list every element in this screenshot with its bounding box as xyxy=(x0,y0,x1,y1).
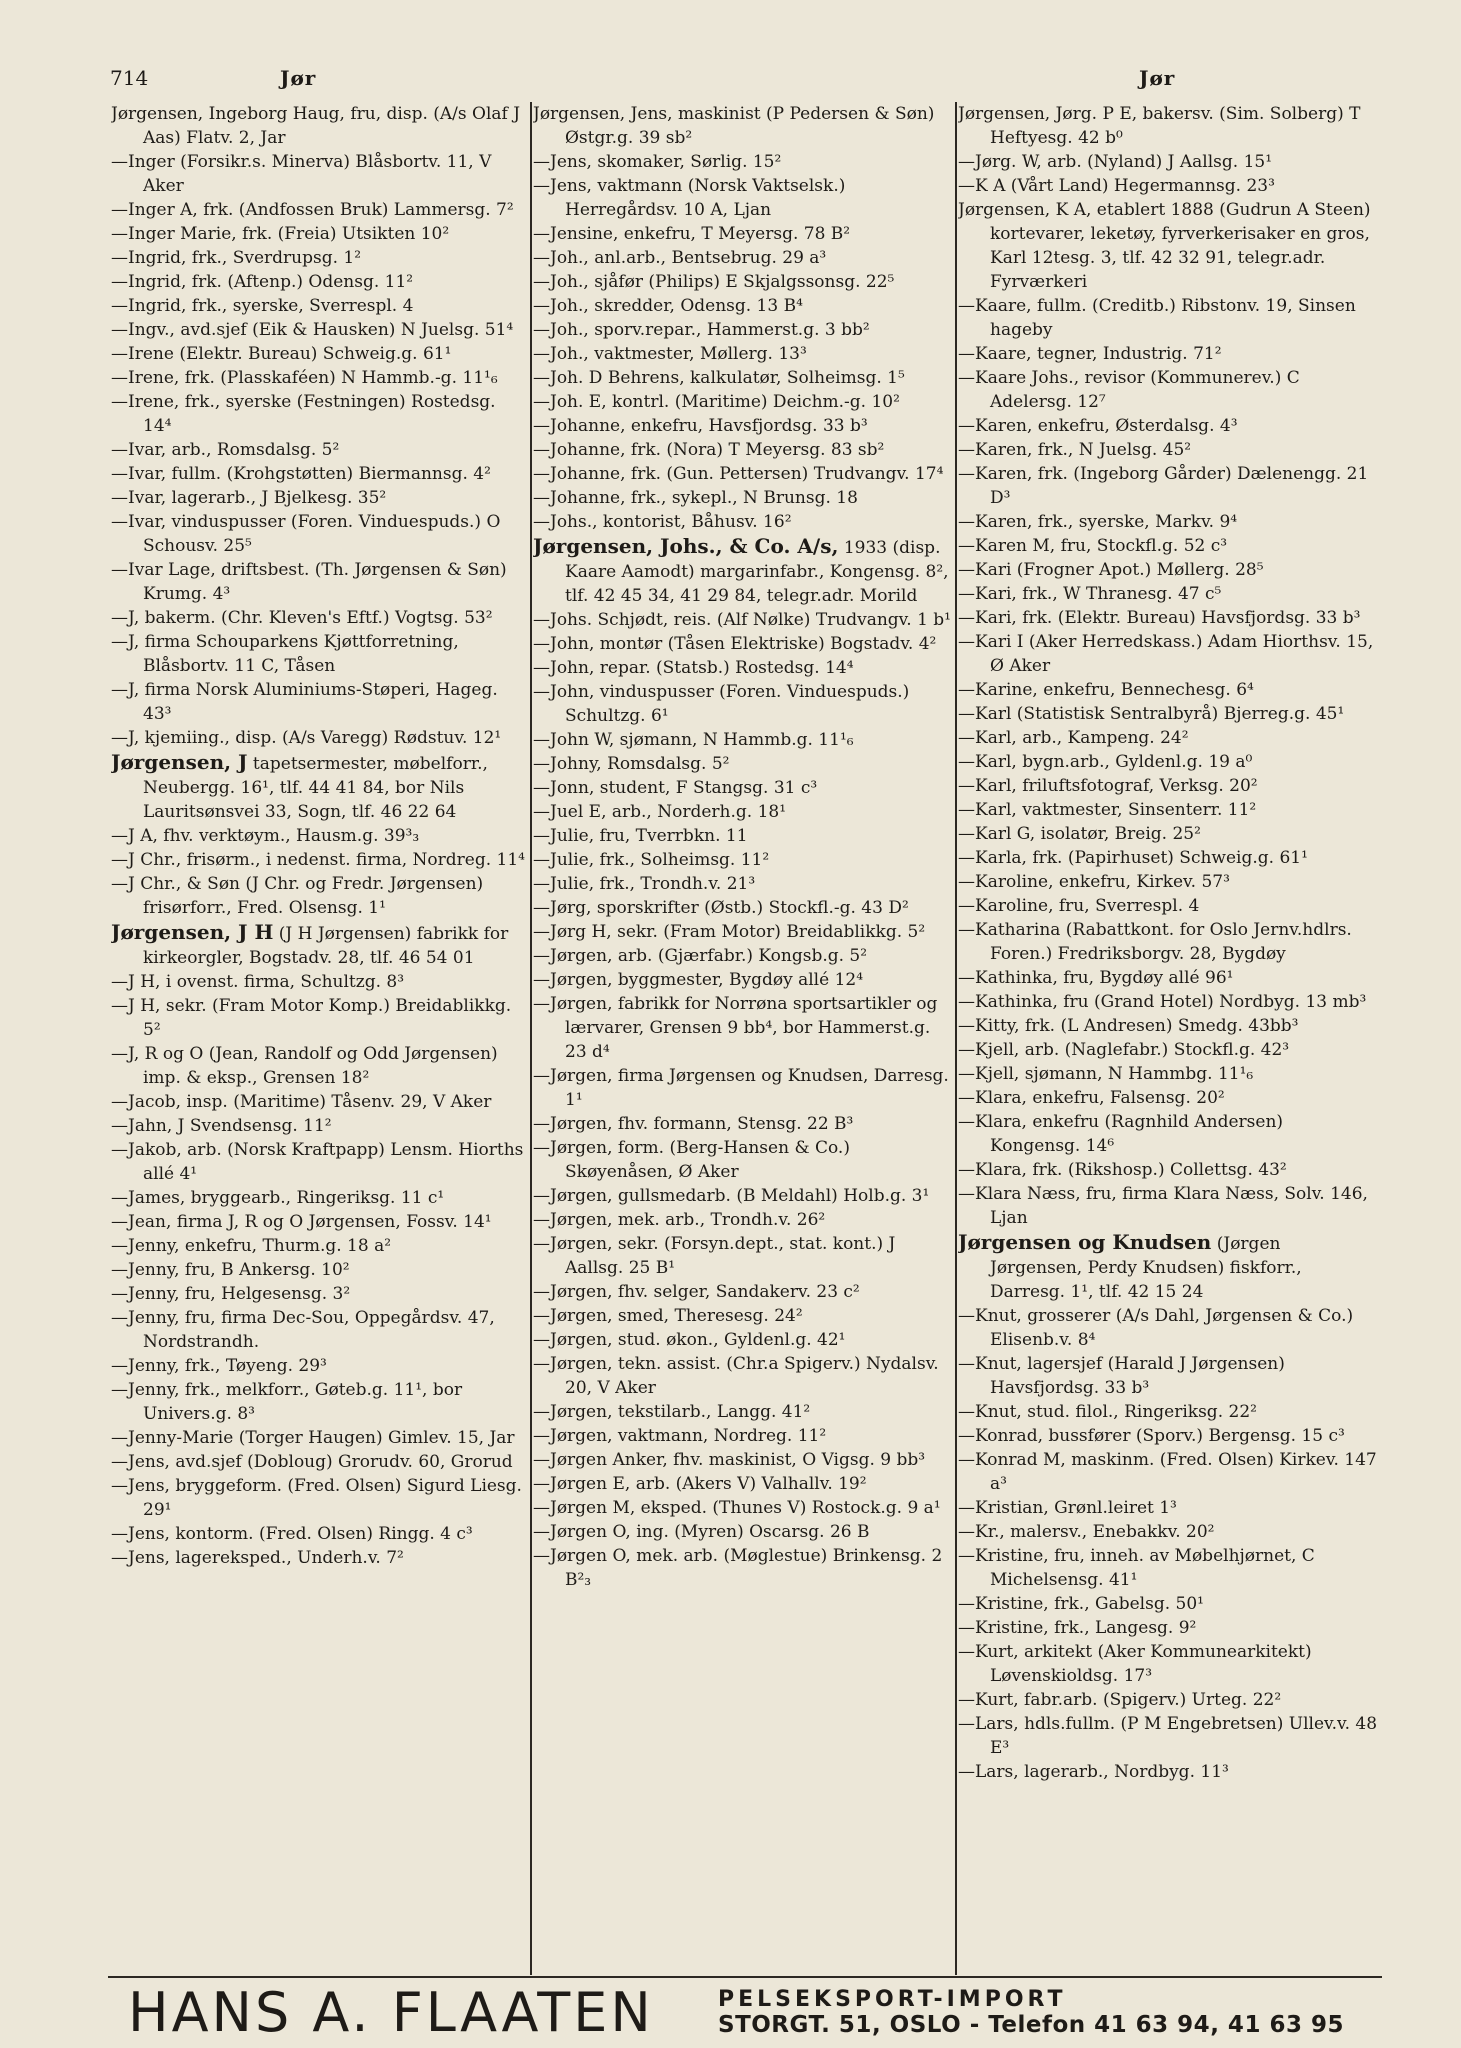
directory-entry: —Kaare Johs., revisor (Kommunerev.) C Adelersg. 12⁷ xyxy=(958,368,1300,412)
directory-entry: —Joh., vaktmester, Møllerg. 13³ xyxy=(533,344,807,364)
directory-entry: —Jørgen, fhv. selger, Sandakerv. 23 c² xyxy=(533,1282,860,1302)
directory-entry: —Inger (Forsikr.s. Minerva) Blåsbortv. 11, V Aker xyxy=(111,152,492,196)
directory-entry: —Karoline, enkefru, Kirkev. 57³ xyxy=(958,872,1230,892)
directory-entry: —Klara Næss, fru, firma Klara Næss, Solv. 146, Ljan xyxy=(958,1184,1368,1228)
directory-entry: —Jørgen Anker, fhv. maskinist, O Vigsg. 9 bb³ xyxy=(533,1450,926,1470)
directory-entry: —Karen, frk., syerske, Markv. 9⁴ xyxy=(958,512,1238,532)
heading-name: Jørgensen, J xyxy=(111,750,248,774)
directory-entry: —Jørg. W, arb. (Nyland) J Aallsg. 15¹ xyxy=(958,152,1273,172)
directory-entry: —Knut, lagersjef (Harald J Jørgensen) Havsfjordsg. 33 b³ xyxy=(958,1354,1285,1398)
directory-entry: —Jens, kontorm. (Fred. Olsen) Ringg. 4 c³ xyxy=(111,1524,473,1544)
directory-entry: —Jørgen, fhv. formann, Stensg. 22 B³ xyxy=(533,1114,854,1134)
directory-entry: —Ivar Lage, driftsbest. (Th. Jørgensen & Søn) Krumg. 4³ xyxy=(111,560,507,604)
directory-entry: —J A, fhv. verktøym., Hausm.g. 39³₃ xyxy=(111,826,420,846)
directory-heading-entry: Jørgensen, J tapetsermester, møbelforr., Neubergg. 16¹, tlf. 44 41 84, bor Nils Lauritsønsvei 33, Sogn, tlf. 46 22 64 xyxy=(111,750,488,822)
directory-entry: —Irene (Elektr. Bureau) Schweig.g. 61¹ xyxy=(111,344,452,364)
directory-entry: —Kaare, tegner, Industrig. 71² xyxy=(958,344,1222,364)
directory-entry: —James, bryggearb., Ringeriksg. 11 c¹ xyxy=(111,1188,445,1208)
directory-entry: —Karl G, isolatør, Breig. 25² xyxy=(958,824,1201,844)
directory-entry: —Jens, skomaker, Sørlig. 15² xyxy=(533,152,782,172)
directory-entry: —Johanne, frk. (Nora) T Meyersg. 83 sb² xyxy=(533,440,885,460)
directory-entry: —Jakob, arb. (Norsk Kraftpapp) Lensm. Hiorths allé 4¹ xyxy=(111,1140,524,1184)
directory-entry: Jørgensen, K A, etablert 1888 (Gudrun A Steen) kortevarer, leketøy, fyrverkerisaker en gros, Karl 12tesg. 3, tlf. 42 32 91, telegr.adr. Fyrværkeri xyxy=(958,200,1371,292)
page-number: 714 xyxy=(110,66,149,90)
directory-entry: —Jenny, frk., Tøyeng. 29³ xyxy=(111,1356,327,1376)
directory-entry: —John, repar. (Statsb.) Rostedsg. 14⁴ xyxy=(533,658,854,678)
directory-entry: —Karen, enkefru, Østerdalsg. 4³ xyxy=(958,416,1238,436)
directory-entry: —Kjell, arb. (Naglefabr.) Stockfl.g. 42³ xyxy=(958,1040,1290,1060)
directory-entry: —Jenny, enkefru, Thurm.g. 18 a² xyxy=(111,1236,392,1256)
directory-entry: —Klara, frk. (Rikshosp.) Collettsg. 43² xyxy=(958,1160,1287,1180)
directory-entry: —Kaare, fullm. (Creditb.) Ribstonv. 19, Sinsen hageby xyxy=(958,296,1356,340)
directory-entry: —Jørgen E, arb. (Akers V) Valhallv. 19² xyxy=(533,1474,867,1494)
directory-entry: —Konrad M, maskinm. (Fred. Olsen) Kirkev. 147 a³ xyxy=(958,1450,1377,1494)
directory-entry: —Johanne, frk. (Gun. Pettersen) Trudvangv. 17⁴ xyxy=(533,464,944,484)
column-2 xyxy=(533,102,953,1970)
directory-entry: —Joh. D Behrens, kalkulatør, Solheimsg. 1⁵ xyxy=(533,368,905,388)
directory-entry: —Kari, frk., W Thranesg. 47 c⁵ xyxy=(958,584,1222,604)
directory-entry: —Ivar, vinduspusser (Foren. Vinduespuds.) O Schousv. 25⁵ xyxy=(111,512,501,556)
directory-entry: —Julie, fru, Tverrbkn. 11 xyxy=(533,826,748,846)
directory-entry: —Jørgen, form. (Berg-Hansen & Co.) Skøyenåsen, Ø Aker xyxy=(533,1138,850,1182)
directory-entry: —Klara, enkefru, Falsensg. 20² xyxy=(958,1088,1225,1108)
directory-entry: —Klara, enkefru (Ragnhild Andersen) Kongensg. 14⁶ xyxy=(958,1112,1284,1156)
directory-entry: —Kari (Frogner Apot.) Møllerg. 28⁵ xyxy=(958,560,1264,580)
directory-entry: —Jean, firma J, R og O Jørgensen, Fossv. 14¹ xyxy=(111,1212,492,1232)
directory-entry: —Ingrid, frk. (Aftenp.) Odensg. 11² xyxy=(111,272,414,292)
directory-entry: —Karoline, fru, Sverrespl. 4 xyxy=(958,896,1200,916)
directory-entry: —J Chr., & Søn (J Chr. og Fredr. Jørgensen) frisørforr., Fred. Olsensg. 1¹ xyxy=(111,874,484,918)
directory-heading-entry: Jørgensen, J H (J H Jørgensen) fabrikk for kirkeorgler, Bogstadv. 28, tlf. 46 54 01 xyxy=(111,920,509,968)
directory-entry: —Karla, frk. (Papirhuset) Schweig.g. 61¹ xyxy=(958,848,1308,868)
directory-entry: —Johs., kontorist, Båhusv. 16² xyxy=(533,512,792,532)
directory-entry: —Jørgen, byggmester, Bygdøy allé 12⁴ xyxy=(533,970,864,990)
directory-entry: —Kari, frk. (Elektr. Bureau) Havsfjordsg. 33 b³ xyxy=(958,608,1361,628)
directory-entry: —Jørgen, firma Jørgensen og Knudsen, Darresg. 1¹ xyxy=(533,1066,949,1110)
directory-entry: —Jenny, fru, B Ankersg. 10² xyxy=(111,1260,350,1280)
directory-entry: —John, montør (Tåsen Elektriske) Bogstadv. 4² xyxy=(533,634,937,654)
directory-entry: —John, vinduspusser (Foren. Vinduespuds.) Schultzg. 6¹ xyxy=(533,682,910,726)
directory-entry: —Jenny, fru, firma Dec-Sou, Oppegårdsv. 47, Nordstrandh. xyxy=(111,1308,495,1352)
advertisement xyxy=(110,1980,1382,2045)
directory-entry: —Jørgen, mek. arb., Trondh.v. 26² xyxy=(533,1210,826,1230)
directory-entry: —Knut, grosserer (A/s Dahl, Jørgensen & Co.) Elisenb.v. 8⁴ xyxy=(958,1306,1354,1350)
directory-entry: —Karen, frk., N Juelsg. 45² xyxy=(958,440,1192,460)
heading-name: Jørgensen og Knudsen xyxy=(958,1230,1212,1254)
directory-entry: —Ingrid, frk., syerske, Sverrespl. 4 xyxy=(111,296,414,316)
directory-entry: —Kathinka, fru (Grand Hotel) Nordbyg. 13 mb³ xyxy=(958,992,1367,1012)
directory-entry: —Jørgen, gullsmedarb. (B Meldahl) Holb.g. 3¹ xyxy=(533,1186,930,1206)
directory-entry: —Kristian, Grønl.leiret 1³ xyxy=(958,1498,1177,1518)
directory-entry: —Jørgen, stud. økon., Gyldenl.g. 42¹ xyxy=(533,1330,846,1350)
directory-entry: —Julie, frk., Solheimsg. 11² xyxy=(533,850,770,870)
directory-entry: Jørgensen, Jørg. P E, bakersv. (Sim. Solberg) T Heftyesg. 42 b⁰ xyxy=(958,104,1361,148)
directory-entry: —Kari I (Aker Herredskass.) Adam Hiorthsv. 15, Ø Aker xyxy=(958,632,1374,676)
column-divider xyxy=(530,102,532,1975)
footer-rule xyxy=(108,1976,1382,1978)
running-head-right: Jør xyxy=(1139,66,1176,90)
directory-entry: Jørgensen, Jens, maskinist (P Pedersen & Søn) Østgr.g. 39 sb² xyxy=(533,104,935,148)
directory-entry: —Joh., skredder, Odensg. 13 B⁴ xyxy=(533,296,803,316)
directory-entry: —Jørgen M, eksped. (Thunes V) Rostock.g. 9 a¹ xyxy=(533,1498,941,1518)
directory-entry: —Irene, frk. (Plasskaféen) N Hammb.-g. 11¹₆ xyxy=(111,368,498,388)
directory-entry: —Jørgen, smed, Theresesg. 24² xyxy=(533,1306,803,1326)
directory-entry: —Jens, avd.sjef (Dobloug) Grorudv. 60, Grorud xyxy=(111,1452,513,1472)
directory-entry: —Jacob, insp. (Maritime) Tåsenv. 29, V Aker xyxy=(111,1092,492,1112)
directory-entry: —Jahn, J Svendsensg. 11² xyxy=(111,1116,332,1136)
directory-entry: —Jens, vaktmann (Norsk Vaktselsk.) Herregårdsv. 10 A, Ljan xyxy=(533,176,846,220)
directory-entry: —Ingv., avd.sjef (Eik & Hausken) N Juelsg. 51⁴ xyxy=(111,320,514,340)
directory-entry: —Kurt, arkitekt (Aker Kommunearkitekt) Løvenskioldsg. 17³ xyxy=(958,1642,1312,1686)
directory-entry: —Ingrid, frk., Sverdrupsg. 1² xyxy=(111,248,362,268)
directory-entry: —John W, sjømann, N Hammb.g. 11¹₆ xyxy=(533,730,854,750)
directory-entry: —Inger Marie, frk. (Freia) Utsikten 10² xyxy=(111,224,450,244)
directory-entry: —Jørgen O, ing. (Myren) Oscarsg. 26 B xyxy=(533,1522,870,1542)
directory-entry: —J, bakerm. (Chr. Kleven's Eftf.) Vogtsg. 53² xyxy=(111,608,493,628)
directory-entry: —Kathinka, fru, Bygdøy allé 96¹ xyxy=(958,968,1234,988)
directory-entry: —Kristine, frk., Langesg. 9² xyxy=(958,1618,1197,1638)
directory-entry: —J, R og O (Jean, Randolf og Odd Jørgensen) imp. & eksp., Grensen 18² xyxy=(111,1044,498,1088)
directory-entry: —Jenny-Marie (Torger Haugen) Gimlev. 15, Jar xyxy=(111,1428,515,1448)
directory-entry: —Joh., sjåfør (Philips) E Skjalgssonsg. 22⁵ xyxy=(533,272,895,292)
directory-entry: —Johny, Romsdalsg. 5² xyxy=(533,754,730,774)
directory-entry: —Kitty, frk. (L Andresen) Smedg. 43bb³ xyxy=(958,1016,1299,1036)
directory-entry: —Jenny, frk., melkforr., Gøteb.g. 11¹, bor Univers.g. 8³ xyxy=(111,1380,463,1424)
directory-entry: —Katharina (Rabattkont. for Oslo Jernv.hdlrs. Foren.) Fredriksborgv. 28, Bygdøy xyxy=(958,920,1352,964)
directory-entry: —Jens, lagereksped., Underh.v. 7² xyxy=(111,1548,404,1568)
directory-entry: —Karl, friluftsfotograf, Verksg. 20² xyxy=(958,776,1258,796)
directory-entry: —Karen, frk. (Ingeborg Gårder) Dælenengg. 21 D³ xyxy=(958,464,1369,508)
directory-entry: —Kr., malersv., Enebakkv. 20² xyxy=(958,1522,1215,1542)
directory-entry: —Jørg H, sekr. (Fram Motor) Breidablikkg. 5² xyxy=(533,922,926,942)
column-1 xyxy=(111,102,528,1970)
directory-entry: —Johs. Schjødt, reis. (Alf Nølke) Trudvangv. 1 b¹ xyxy=(533,610,951,630)
directory-entry: —Jørgen O, mek. arb. (Møglestue) Brinkensg. 2 B²₃ xyxy=(533,1546,943,1590)
column-3 xyxy=(958,102,1378,1970)
directory-heading-entry: Jørgensen, Johs., & Co. A/s, 1933 (disp. Kaare Aamodt) margarinfabr., Kongensg. 8², tlf. 42 45 34, 41 29 84, telegr.adr. Morild xyxy=(533,534,949,606)
directory-entry: —Julie, frk., Trondh.v. 21³ xyxy=(533,874,756,894)
directory-entry: —J, firma Norsk Aluminiums-Støperi, Hageg. 43³ xyxy=(111,680,498,724)
directory-entry: —Kjell, sjømann, N Hammbg. 11¹₆ xyxy=(958,1064,1254,1084)
directory-entry: —Karl, arb., Kampeng. 24² xyxy=(958,728,1189,748)
directory-entry: —Karine, enkefru, Bennechesg. 6⁴ xyxy=(958,680,1254,700)
directory-entry: —Jørgen, sekr. (Forsyn.dept., stat. kont.) J Aallsg. 25 B¹ xyxy=(533,1234,896,1278)
directory-entry: —Joh., anl.arb., Bentsebrug. 29 a³ xyxy=(533,248,827,268)
directory-entry: —Ivar, lagerarb., J Bjelkesg. 35² xyxy=(111,488,387,508)
directory-entry: —Jørgen, tekstilarb., Langg. 41² xyxy=(533,1402,811,1422)
directory-entry: —Karl, bygn.arb., Gyldenl.g. 19 a⁰ xyxy=(958,752,1253,772)
directory-entry: —Karen M, fru, Stockfl.g. 52 c³ xyxy=(958,536,1228,556)
directory-entry: —Karl (Statistisk Sentralbyrå) Bjerreg.g. 45¹ xyxy=(958,704,1345,724)
directory-entry: —Juel E, arb., Norderh.g. 18¹ xyxy=(533,802,787,822)
directory-heading-entry: Jørgensen og Knudsen (Jørgen Jørgensen, Perdy Knudsen) fiskforr., Darresg. 1¹, tlf. 42 15 24 xyxy=(958,1230,1302,1302)
running-head-left: Jør xyxy=(280,66,317,90)
directory-entry: —Knut, stud. filol., Ringeriksg. 22² xyxy=(958,1402,1257,1422)
advertiser-business: PELSEKSPORT-IMPORT xyxy=(718,1987,1067,2012)
directory-entry: —Karl, vaktmester, Sinsenterr. 11² xyxy=(958,800,1257,820)
advertiser-address: STORGT. 51, OSLO - Telefon 41 63 94, 41 63 95 xyxy=(718,2012,1344,2038)
directory-entry: —Joh. E, kontrl. (Maritime) Deichm.-g. 10² xyxy=(533,392,900,412)
directory-entry: —Joh., sporv.repar., Hammerst.g. 3 bb² xyxy=(533,320,870,340)
directory-entry: Jørgensen, Ingeborg Haug, fru, disp. (A/s Olaf J Aas) Flatv. 2, Jar xyxy=(111,104,521,148)
directory-entry: —Jørgen, arb. (Gjærfabr.) Kongsb.g. 5² xyxy=(533,946,868,966)
directory-entry: —Jørgen, vaktmann, Nordreg. 11² xyxy=(533,1426,827,1446)
directory-entry: —Jørgen, tekn. assist. (Chr.a Spigerv.) Nydalsv. 20, V Aker xyxy=(533,1354,939,1398)
directory-entry: —J, firma Schouparkens Kjøttforretning, Blåsbortv. 11 C, Tåsen xyxy=(111,632,459,676)
directory-entry: —Johanne, enkefru, Havsfjordsg. 33 b³ xyxy=(533,416,868,436)
directory-entry: —Lars, lagerarb., Nordbyg. 11³ xyxy=(958,1762,1229,1782)
advertiser-name: HANS A. FLAATEN xyxy=(128,1981,654,2044)
directory-entry: —Johanne, frk., sykepl., N Brunsg. 18 xyxy=(533,488,858,508)
directory-entry: —J, kjemiing., disp. (A/s Varegg) Rødstuv. 12¹ xyxy=(111,728,502,748)
directory-entry: —Jens, bryggeform. (Fred. Olsen) Sigurd Liesg. 29¹ xyxy=(111,1476,522,1520)
directory-entry: —Lars, hdls.fullm. (P M Engebretsen) Ullev.v. 48 E³ xyxy=(958,1714,1378,1758)
directory-entry: —Kurt, fabr.arb. (Spigerv.) Urteg. 22² xyxy=(958,1690,1282,1710)
directory-entry: —Ivar, fullm. (Krohgstøtten) Biermannsg. 4² xyxy=(111,464,491,484)
directory-entry: —Jonn, student, F Stangsg. 31 c³ xyxy=(533,778,818,798)
directory-entry: —Irene, frk., syerske (Festningen) Rostedsg. 14⁴ xyxy=(111,392,496,436)
directory-entry: —K A (Vårt Land) Hegermannsg. 23³ xyxy=(958,176,1275,196)
directory-entry: —J H, sekr. (Fram Motor Komp.) Breidablikkg. 5² xyxy=(111,996,512,1040)
directory-entry: —Inger A, frk. (Andfossen Bruk) Lammersg. 7² xyxy=(111,200,514,220)
column-divider xyxy=(955,102,957,1975)
directory-entry: —Kristine, fru, inneh. av Møbelhjørnet, C Michelsensg. 41¹ xyxy=(958,1546,1315,1590)
directory-entry: —Kristine, frk., Gabelsg. 50¹ xyxy=(958,1594,1204,1614)
directory-entry: —Jenny, fru, Helgesensg. 3² xyxy=(111,1284,351,1304)
directory-entry: —Ivar, arb., Romsdalsg. 5² xyxy=(111,440,340,460)
heading-name: Jørgensen, J H xyxy=(111,920,274,944)
directory-entry: —Konrad, bussfører (Sporv.) Bergensg. 15 c³ xyxy=(958,1426,1345,1446)
directory-entry: —J H, i ovenst. firma, Schultzg. 8³ xyxy=(111,972,405,992)
directory-entry: —Jørg, sporskrifter (Østb.) Stockfl.-g. 43 D² xyxy=(533,898,909,918)
directory-entry: —J Chr., frisørm., i nedenst. firma, Nordreg. 11⁴ xyxy=(111,850,525,870)
heading-name: Jørgensen, Johs., & Co. A/s, xyxy=(533,534,839,558)
directory-entry: —Jørgen, fabrikk for Norrøna sportsartikler og lærvarer, Grensen 9 bb⁴, bor Hammerst.g. 23 d⁴ xyxy=(533,994,938,1062)
directory-entry: —Jensine, enkefru, T Meyersg. 78 B² xyxy=(533,224,851,244)
